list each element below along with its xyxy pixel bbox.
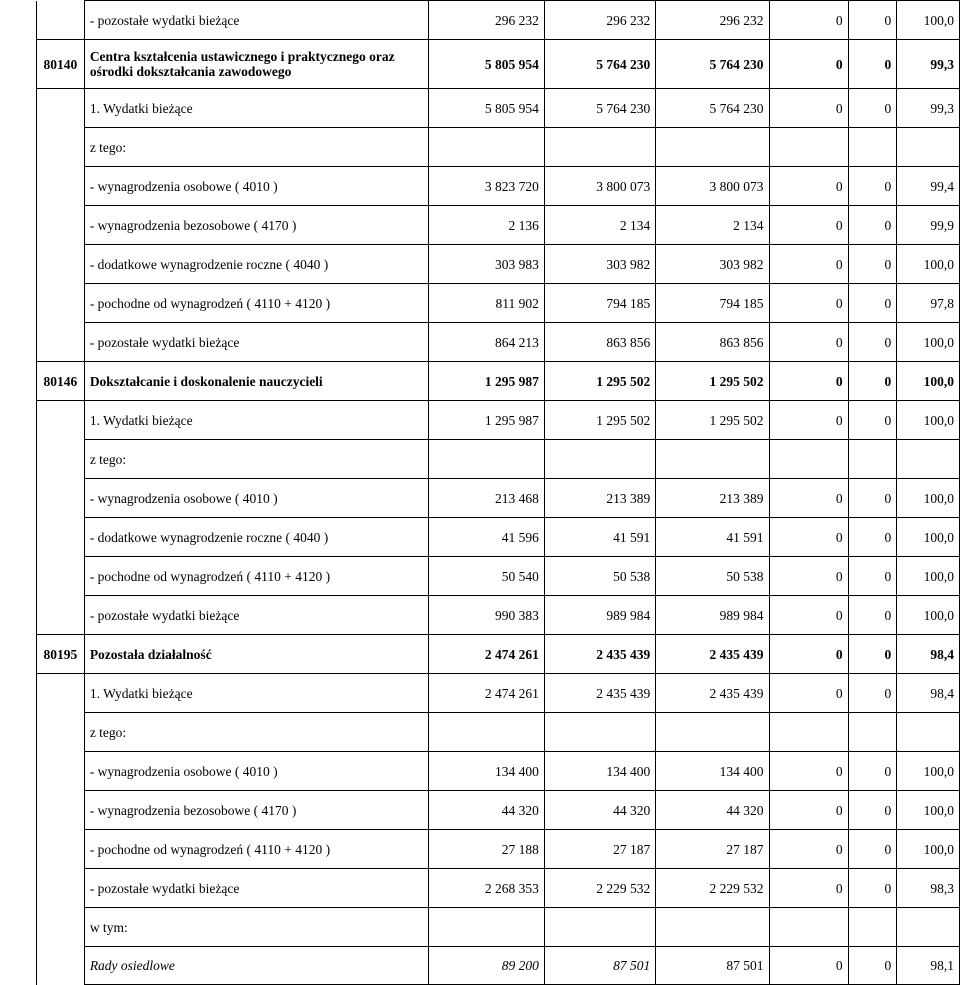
zero-amount-cell: 0 <box>848 40 897 89</box>
section-code-cell <box>37 323 85 362</box>
zero-amount-cell: 0 <box>769 167 848 206</box>
zero-amount-cell: 0 <box>848 557 897 596</box>
table-row <box>37 284 960 323</box>
percent-cell: 100,0 <box>897 557 960 596</box>
zero-amount-cell: 0 <box>769 479 848 518</box>
section-code-cell <box>37 167 85 206</box>
zero-amount-cell: 0 <box>848 791 897 830</box>
executed-amount-cell: 794 185 <box>656 284 769 323</box>
percent-cell: 100,0 <box>897 245 960 284</box>
section-row <box>37 362 960 401</box>
zero-amount-cell: 0 <box>769 40 848 89</box>
description-cell: - pozostałe wydatki bieżące <box>84 1 428 40</box>
after-changes-amount-cell: 2 134 <box>544 206 655 245</box>
description-cell: z tego: <box>84 713 428 752</box>
percent-cell: 98,4 <box>897 674 960 713</box>
zero-amount-cell: 0 <box>769 245 848 284</box>
percent-cell: 99,4 <box>897 167 960 206</box>
plan-amount-cell: 50 540 <box>428 557 544 596</box>
plan-amount-cell: 2 474 261 <box>428 635 544 674</box>
after-changes-amount-cell <box>544 713 655 752</box>
zero-amount-cell: 0 <box>769 206 848 245</box>
executed-amount-cell: 50 538 <box>656 557 769 596</box>
table-row <box>37 752 960 791</box>
plan-amount-cell: 1 295 987 <box>428 401 544 440</box>
after-changes-amount-cell: 3 800 073 <box>544 167 655 206</box>
description-cell: w tym: <box>84 908 428 947</box>
table-row <box>37 713 960 752</box>
percent-cell: 100,0 <box>897 596 960 635</box>
after-changes-amount-cell: 2 229 532 <box>544 869 655 908</box>
plan-amount-cell: 811 902 <box>428 284 544 323</box>
table-body <box>37 1 960 985</box>
plan-amount-cell <box>428 440 544 479</box>
description-cell: Pozostała działalność <box>84 635 428 674</box>
table-row <box>37 830 960 869</box>
section-code-cell <box>37 557 85 596</box>
percent-cell: 100,0 <box>897 752 960 791</box>
after-changes-amount-cell: 863 856 <box>544 323 655 362</box>
after-changes-amount-cell: 2 435 439 <box>544 635 655 674</box>
section-row <box>37 635 960 674</box>
plan-amount-cell: 296 232 <box>428 1 544 40</box>
after-changes-amount-cell: 989 984 <box>544 596 655 635</box>
executed-amount-cell: 863 856 <box>656 323 769 362</box>
description-cell: z tego: <box>84 128 428 167</box>
section-code-cell <box>37 89 85 128</box>
after-changes-amount-cell: 44 320 <box>544 791 655 830</box>
zero-amount-cell <box>769 128 848 167</box>
zero-amount-cell: 0 <box>848 245 897 284</box>
section-row <box>37 40 960 89</box>
after-changes-amount-cell: 5 764 230 <box>544 40 655 89</box>
plan-amount-cell: 89 200 <box>428 947 544 985</box>
executed-amount-cell: 989 984 <box>656 596 769 635</box>
table-row <box>37 323 960 362</box>
description-cell: - pozostałe wydatki bieżące <box>84 596 428 635</box>
zero-amount-cell: 0 <box>848 830 897 869</box>
zero-amount-cell: 0 <box>769 869 848 908</box>
table-row <box>37 947 960 985</box>
executed-amount-cell: 213 389 <box>656 479 769 518</box>
description-cell: - wynagrodzenia bezosobowe ( 4170 ) <box>84 791 428 830</box>
zero-amount-cell: 0 <box>769 674 848 713</box>
after-changes-amount-cell: 296 232 <box>544 1 655 40</box>
percent-cell: 99,3 <box>897 40 960 89</box>
zero-amount-cell: 0 <box>848 596 897 635</box>
table-row <box>37 518 960 557</box>
executed-amount-cell: 5 764 230 <box>656 40 769 89</box>
executed-amount-cell: 44 320 <box>656 791 769 830</box>
after-changes-amount-cell: 134 400 <box>544 752 655 791</box>
plan-amount-cell: 2 474 261 <box>428 674 544 713</box>
plan-amount-cell: 134 400 <box>428 752 544 791</box>
zero-amount-cell <box>848 128 897 167</box>
table-row <box>37 440 960 479</box>
percent-cell: 98,4 <box>897 635 960 674</box>
section-code-cell <box>37 947 85 985</box>
zero-amount-cell: 0 <box>769 401 848 440</box>
executed-amount-cell <box>656 908 769 947</box>
table-row <box>37 206 960 245</box>
table-row <box>37 89 960 128</box>
zero-amount-cell: 0 <box>848 869 897 908</box>
zero-amount-cell: 0 <box>769 752 848 791</box>
after-changes-amount-cell: 50 538 <box>544 557 655 596</box>
executed-amount-cell: 87 501 <box>656 947 769 985</box>
percent-cell <box>897 908 960 947</box>
section-code-cell <box>37 401 85 440</box>
zero-amount-cell: 0 <box>848 752 897 791</box>
zero-amount-cell: 0 <box>848 362 897 401</box>
zero-amount-cell: 0 <box>848 518 897 557</box>
percent-cell: 100,0 <box>897 401 960 440</box>
section-code-cell <box>37 791 85 830</box>
zero-amount-cell: 0 <box>769 635 848 674</box>
executed-amount-cell: 2 229 532 <box>656 869 769 908</box>
plan-amount-cell: 303 983 <box>428 245 544 284</box>
description-cell: 1. Wydatki bieżące <box>84 674 428 713</box>
zero-amount-cell: 0 <box>769 596 848 635</box>
percent-cell: 99,9 <box>897 206 960 245</box>
zero-amount-cell <box>848 440 897 479</box>
zero-amount-cell <box>848 713 897 752</box>
description-cell: Centra kształcenia ustawicznego i praktycznego oraz ośrodki dokształcania zawodowego <box>84 40 428 89</box>
zero-amount-cell <box>848 908 897 947</box>
executed-amount-cell: 41 591 <box>656 518 769 557</box>
executed-amount-cell: 134 400 <box>656 752 769 791</box>
after-changes-amount-cell: 41 591 <box>544 518 655 557</box>
table-row <box>37 791 960 830</box>
executed-amount-cell: 27 187 <box>656 830 769 869</box>
zero-amount-cell: 0 <box>848 284 897 323</box>
section-code-cell: 80195 <box>37 635 85 674</box>
table-row <box>37 401 960 440</box>
zero-amount-cell: 0 <box>848 479 897 518</box>
plan-amount-cell: 5 805 954 <box>428 89 544 128</box>
percent-cell: 98,3 <box>897 869 960 908</box>
description-cell: - pozostałe wydatki bieżące <box>84 869 428 908</box>
zero-amount-cell: 0 <box>769 557 848 596</box>
description-cell: Dokształcanie i doskonalenie nauczycieli <box>84 362 428 401</box>
plan-amount-cell: 864 213 <box>428 323 544 362</box>
plan-amount-cell: 213 468 <box>428 479 544 518</box>
zero-amount-cell: 0 <box>769 323 848 362</box>
executed-amount-cell <box>656 713 769 752</box>
after-changes-amount-cell: 87 501 <box>544 947 655 985</box>
section-code-cell <box>37 908 85 947</box>
zero-amount-cell: 0 <box>769 284 848 323</box>
executed-amount-cell: 1 295 502 <box>656 362 769 401</box>
plan-amount-cell: 5 805 954 <box>428 40 544 89</box>
section-code-cell <box>37 479 85 518</box>
description-cell: Rady osiedlowe <box>84 947 428 985</box>
percent-cell: 99,3 <box>897 89 960 128</box>
plan-amount-cell: 41 596 <box>428 518 544 557</box>
table-row <box>37 557 960 596</box>
table-row <box>37 869 960 908</box>
after-changes-amount-cell: 2 435 439 <box>544 674 655 713</box>
percent-cell: 100,0 <box>897 791 960 830</box>
after-changes-amount-cell: 1 295 502 <box>544 401 655 440</box>
section-code-cell <box>37 206 85 245</box>
description-cell: - wynagrodzenia osobowe ( 4010 ) <box>84 167 428 206</box>
after-changes-amount-cell: 213 389 <box>544 479 655 518</box>
description-cell: - wynagrodzenia bezosobowe ( 4170 ) <box>84 206 428 245</box>
plan-amount-cell: 44 320 <box>428 791 544 830</box>
zero-amount-cell: 0 <box>769 89 848 128</box>
after-changes-amount-cell <box>544 440 655 479</box>
description-cell: 1. Wydatki bieżące <box>84 401 428 440</box>
percent-cell: 100,0 <box>897 830 960 869</box>
plan-amount-cell: 2 268 353 <box>428 869 544 908</box>
after-changes-amount-cell: 794 185 <box>544 284 655 323</box>
section-code-cell: 80146 <box>37 362 85 401</box>
section-code-cell <box>37 713 85 752</box>
after-changes-amount-cell: 27 187 <box>544 830 655 869</box>
plan-amount-cell: 990 383 <box>428 596 544 635</box>
plan-amount-cell: 1 295 987 <box>428 362 544 401</box>
executed-amount-cell: 3 800 073 <box>656 167 769 206</box>
section-code-cell: 80140 <box>37 40 85 89</box>
executed-amount-cell <box>656 128 769 167</box>
description-cell: - wynagrodzenia osobowe ( 4010 ) <box>84 479 428 518</box>
zero-amount-cell: 0 <box>848 635 897 674</box>
zero-amount-cell: 0 <box>848 401 897 440</box>
percent-cell: 100,0 <box>897 323 960 362</box>
zero-amount-cell: 0 <box>769 362 848 401</box>
after-changes-amount-cell: 5 764 230 <box>544 89 655 128</box>
description-cell: - pozostałe wydatki bieżące <box>84 323 428 362</box>
after-changes-amount-cell: 303 982 <box>544 245 655 284</box>
description-cell: - dodatkowe wynagrodzenie roczne ( 4040 ) <box>84 518 428 557</box>
plan-amount-cell: 3 823 720 <box>428 167 544 206</box>
table-row <box>37 128 960 167</box>
executed-amount-cell: 5 764 230 <box>656 89 769 128</box>
percent-cell <box>897 713 960 752</box>
section-code-cell <box>37 518 85 557</box>
executed-amount-cell: 2 435 439 <box>656 674 769 713</box>
description-cell: 1. Wydatki bieżące <box>84 89 428 128</box>
table-row <box>37 596 960 635</box>
zero-amount-cell <box>769 713 848 752</box>
zero-amount-cell: 0 <box>769 518 848 557</box>
plan-amount-cell: 2 136 <box>428 206 544 245</box>
zero-amount-cell <box>769 908 848 947</box>
table-row <box>37 479 960 518</box>
section-code-cell <box>37 1 85 40</box>
after-changes-amount-cell <box>544 908 655 947</box>
description-cell: - pochodne od wynagrodzeń ( 4110 + 4120 ) <box>84 557 428 596</box>
zero-amount-cell: 0 <box>848 1 897 40</box>
executed-amount-cell: 303 982 <box>656 245 769 284</box>
table-row <box>37 245 960 284</box>
zero-amount-cell: 0 <box>848 206 897 245</box>
zero-amount-cell: 0 <box>848 674 897 713</box>
budget-table <box>36 0 960 985</box>
zero-amount-cell: 0 <box>769 1 848 40</box>
section-code-cell <box>37 245 85 284</box>
percent-cell: 100,0 <box>897 1 960 40</box>
percent-cell <box>897 440 960 479</box>
section-code-cell <box>37 440 85 479</box>
section-code-cell <box>37 596 85 635</box>
description-cell: - pochodne od wynagrodzeń ( 4110 + 4120 ) <box>84 830 428 869</box>
description-cell: - pochodne od wynagrodzeń ( 4110 + 4120 ) <box>84 284 428 323</box>
plan-amount-cell: 27 188 <box>428 830 544 869</box>
section-code-cell <box>37 674 85 713</box>
section-code-cell <box>37 869 85 908</box>
zero-amount-cell: 0 <box>769 830 848 869</box>
percent-cell <box>897 128 960 167</box>
section-code-cell <box>37 128 85 167</box>
description-cell: - dodatkowe wynagrodzenie roczne ( 4040 ) <box>84 245 428 284</box>
executed-amount-cell: 1 295 502 <box>656 401 769 440</box>
zero-amount-cell: 0 <box>848 323 897 362</box>
zero-amount-cell: 0 <box>848 167 897 206</box>
zero-amount-cell: 0 <box>848 947 897 985</box>
table-row <box>37 674 960 713</box>
percent-cell: 100,0 <box>897 479 960 518</box>
zero-amount-cell: 0 <box>769 947 848 985</box>
zero-amount-cell: 0 <box>848 89 897 128</box>
executed-amount-cell: 2 435 439 <box>656 635 769 674</box>
after-changes-amount-cell <box>544 128 655 167</box>
executed-amount-cell: 296 232 <box>656 1 769 40</box>
executed-amount-cell <box>656 440 769 479</box>
table-row <box>37 1 960 40</box>
plan-amount-cell <box>428 908 544 947</box>
after-changes-amount-cell: 1 295 502 <box>544 362 655 401</box>
zero-amount-cell <box>769 440 848 479</box>
percent-cell: 100,0 <box>897 518 960 557</box>
percent-cell: 97,8 <box>897 284 960 323</box>
executed-amount-cell: 2 134 <box>656 206 769 245</box>
description-cell: - wynagrodzenia osobowe ( 4010 ) <box>84 752 428 791</box>
plan-amount-cell <box>428 128 544 167</box>
section-code-cell <box>37 284 85 323</box>
percent-cell: 100,0 <box>897 362 960 401</box>
section-code-cell <box>37 830 85 869</box>
plan-amount-cell <box>428 713 544 752</box>
percent-cell: 98,1 <box>897 947 960 985</box>
table-row <box>37 908 960 947</box>
description-cell: z tego: <box>84 440 428 479</box>
section-code-cell <box>37 752 85 791</box>
table-row <box>37 167 960 206</box>
zero-amount-cell: 0 <box>769 791 848 830</box>
